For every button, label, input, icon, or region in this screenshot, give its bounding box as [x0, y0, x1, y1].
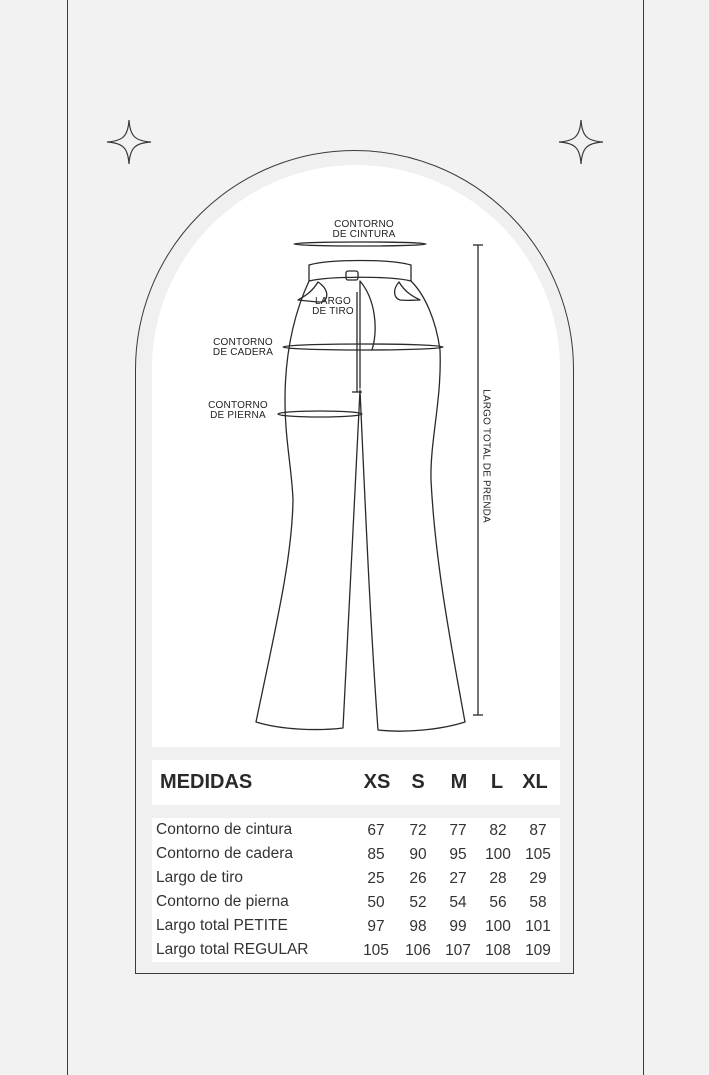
row-label: Largo de tiro: [156, 869, 244, 886]
cell: 97: [367, 918, 385, 935]
cell: 101: [525, 918, 551, 935]
table-row: [152, 818, 560, 842]
size-table-header: [152, 760, 560, 805]
row-label: Contorno de pierna: [156, 893, 289, 910]
cell: 95: [449, 846, 467, 863]
size-m-header: M: [450, 771, 468, 793]
cell: 56: [489, 894, 507, 911]
cell: 52: [409, 894, 427, 911]
waist-label: CONTORNO DE CINTURA: [332, 219, 396, 240]
cell: 100: [485, 846, 511, 863]
cell: 72: [409, 822, 427, 839]
size-xl-header: XL: [522, 771, 548, 793]
cell: 67: [367, 822, 385, 839]
cell: 82: [489, 822, 507, 839]
size-l-header: L: [490, 771, 504, 793]
cell: 106: [405, 942, 431, 959]
cell: 85: [367, 846, 385, 863]
cell: 100: [485, 918, 511, 935]
hip-label: CONTORNO DE CADERA: [212, 337, 274, 358]
cell: 27: [449, 870, 467, 887]
cell: 98: [409, 918, 427, 935]
table-row: [152, 890, 560, 914]
cell: 105: [525, 846, 551, 863]
cell: 109: [525, 942, 551, 959]
cell: 26: [409, 870, 427, 887]
cell: 58: [529, 894, 547, 911]
cell: 90: [409, 846, 427, 863]
table-row: [152, 842, 560, 866]
rise-label: LARGO DE TIRO: [312, 296, 354, 317]
cell: 107: [445, 942, 471, 959]
table-title: MEDIDAS: [160, 771, 253, 793]
table-row: [152, 914, 560, 938]
table-row: [152, 866, 560, 890]
row-label: Largo total PETITE: [156, 917, 288, 934]
cell: 105: [363, 942, 389, 959]
cell: 108: [485, 942, 511, 959]
size-table: [152, 818, 560, 962]
cell: 54: [449, 894, 467, 911]
row-label: Contorno de cadera: [156, 845, 294, 862]
row-label: Contorno de cintura: [156, 821, 293, 838]
size-xs-header: XS: [363, 771, 391, 793]
cell: 50: [367, 894, 385, 911]
cell: 29: [529, 870, 547, 887]
cell: 28: [489, 870, 507, 887]
cell: 87: [529, 822, 547, 839]
table-row: [152, 938, 560, 962]
leg-label: CONTORNO DE PIERNA: [208, 400, 268, 421]
cell: 77: [449, 822, 467, 839]
cell: 25: [367, 870, 385, 887]
cell: 99: [449, 918, 467, 935]
total-length-label: LARGO TOTAL DE PRENDA: [480, 389, 492, 523]
row-label: Largo total REGULAR: [156, 941, 309, 958]
size-s-header: S: [411, 771, 425, 793]
